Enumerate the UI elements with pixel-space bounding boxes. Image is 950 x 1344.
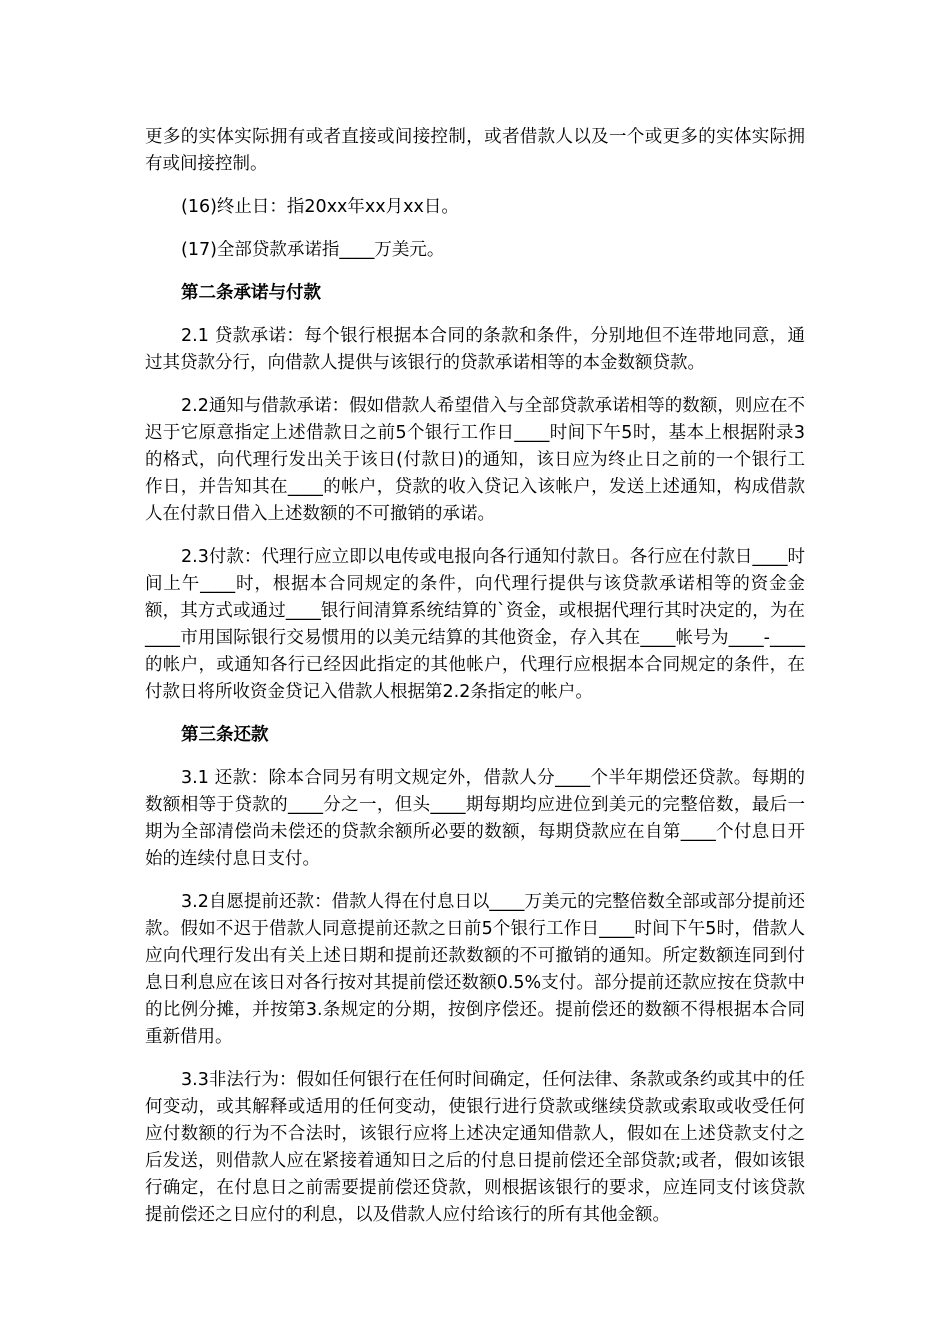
clause-17-total-commitment: (17)全部贷款承诺指____万美元。 xyxy=(181,240,445,260)
clause-3-2-voluntary-prepayment: 3.2自愿提前还款：借款人得在付息日以____万美元的完整倍数全部或部分提前还款。假如不迟于借款人同意提前还款之日前5个银行工作日____时间下午5时，借款人应向代理行发出有关上述日期和提前还款数额的不可撤销的通知。所定数额连同到付息日利息应在该日对各行按对其提前偿还数额0.5%支付。部分提前还款应按在贷款中的比例分摊，并按第3.条规定的分期，按倒序偿还。提前偿还的数额不得根据本合同重新借用。 xyxy=(145,892,805,1047)
clause-3-1-repayment: 3.1 还款：除本合同另有明文规定外，借款人分____个半年期偿还贷款。每期的数额相等于贷款的____分之一，但头____期每期均应进位到美元的完整倍数，最后一期为全部清偿尚未偿还的贷款余额所必要的数额，每期贷款应在自第____个付息日开始的连续付息日支付。 xyxy=(145,768,805,869)
clause-3-3-illegality: 3.3非法行为：假如任何银行在任何时间确定，任何法律、条款或条约或其中的任何变动，或其解释或适用的任何变动，使银行进行贷款或继续贷款或索取或收受任何应付数额的行为不合法时，该银行应将上述决定通知借款人，假如在上述贷款支付之后发送，则借款人应在紧接着通知日之后的付息日提前偿还全部贷款;或者，假如该银行确定，在付息日之前需要提前偿还贷款，则根据该银行的要求，应连同支付该贷款提前偿还之日应付的利息，以及借款人应付给该行的所有其他金额。 xyxy=(145,1070,805,1225)
document-body xyxy=(145,124,805,1245)
clause-2-3-payment: 2.3付款：代理行应立即以电传或电报向各行通知付款日。各行应在付款日____时间上午____时，根据本合同规定的条件，向代理行提供与该贷款承诺相等的资金金额，其方式或通过____银行间清算系统结算的`资金，或根据代理行其时决定的，为在____市用国际银行交易惯用的以美元结算的其他资金，存入其在____帐号为____-____的帐户，或通知各行已经因此指定的其他帐户，代理行应根据本合同规定的条件，在付款日将所收资金贷记入借款人根据第2.2条指定的帐户。 xyxy=(145,547,805,702)
article-3-heading: 第三条还款 xyxy=(181,725,269,745)
clause-2-1-loan-commitment: 2.1 贷款承诺：每个银行根据本合同的条款和条件，分别地但不连带地同意，通过其贷款分行，向借款人提供与该银行的贷款承诺相等的本金数额贷款。 xyxy=(145,326,805,373)
clause-16-termination-date: (16)终止日：指20xx年xx月xx日。 xyxy=(181,197,459,217)
paragraph-continuation: 更多的实体实际拥有或者直接或间接控制，或者借款人以及一个或更多的实体实际拥有或间接控制。 xyxy=(145,127,805,174)
clause-2-2-notice-borrowing: 2.2通知与借款承诺：假如借款人希望借入与全部贷款承诺相等的数额，则应在不迟于它原意指定上述借款日之前5个银行工作日____时间下午5时，基本上根据附录3的格式，向代理行发出关于该日(付款日)的通知，该日应为终止日之前的一个银行工作日，并告知其在____的帐户，贷款的收入贷记入该帐户，发送上述通知，构成借款人在付款日借入上述数额的不可撤销的承诺。 xyxy=(145,396,805,524)
article-2-heading: 第二条承诺与付款 xyxy=(181,283,321,303)
